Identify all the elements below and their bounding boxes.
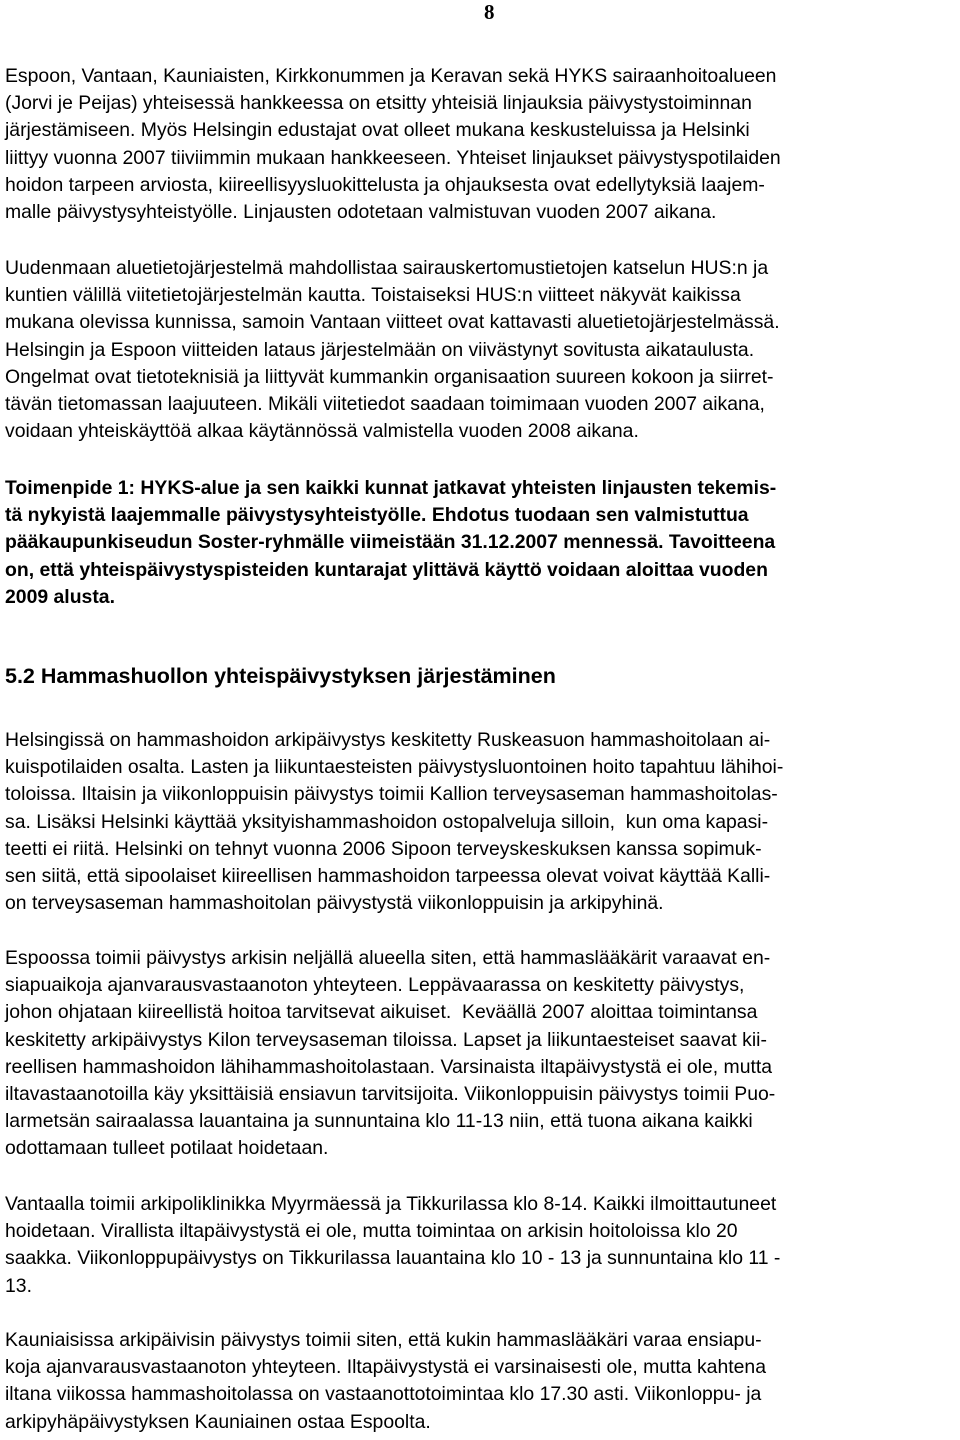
text-line: iltana viikossa hammashoitolassa on vastaanottotoimintaa klo 17.30 asti. Viikonloppu- ja xyxy=(5,1383,762,1406)
text-line: arkipyhäpäivystyksen Kauniainen ostaa Espoolta. xyxy=(5,1410,431,1433)
text-line: pääkaupunkiseudun Soster-ryhmälle viimeistään 31.12.2007 mennessä. Tavoitteena xyxy=(5,531,776,554)
text-line: kuntien välillä viitetietojärjestelmän kautta. Toistaiseksi HUS:n viitteet näkyvät kaikissa xyxy=(5,284,741,307)
text-line: voidaan yhteiskäyttöä alkaa käytännössä valmistella vuoden 2008 aikana. xyxy=(5,420,639,443)
text-line: malle päivystysyhteistyölle. Linjausten odotetaan valmistuvan vuoden 2007 aikana. xyxy=(5,200,717,223)
text-line: iltavastaanotoilla käy yksittäisiä ensiavun tarvitsijoita. Viikonloppuisin päivystys toimii Puo- xyxy=(5,1082,776,1105)
text-line: odottamaan tulleet potilaat hoidetaan. xyxy=(5,1137,329,1160)
paragraph-helsinki-hammashoito xyxy=(5,727,783,917)
text-line: Ongelmat ovat tietoteknisiä ja liittyvät kummankin organisaation suureen kokoon ja siirret- xyxy=(5,365,774,388)
text-line: Toimenpide 1: HYKS-alue ja sen kaikki kunnat jatkavat yhteisten linjausten tekemis- xyxy=(5,477,777,499)
text-line: saakka. Viikonloppupäivystys on Tikkurilassa lauantaina klo 10 - 13 ja sunnuntaina klo 11 - xyxy=(5,1247,781,1270)
text-line: Helsingissä on hammashoidon arkipäivystys keskitetty Ruskeasuon hammashoitolaan ai- xyxy=(5,729,771,751)
text-line: reellisen hammashoidon lähihammashoitolastaan. Varsinaista iltapäivystystä ei ole, mutta xyxy=(5,1055,773,1078)
text-line: kuispotilaiden osalta. Lasten ja liikuntaesteisten päivystysluontoinen hoito tapahtuu lähihoi- xyxy=(5,756,784,779)
paragraph-toimenpide-1 xyxy=(5,475,776,611)
text-line: liittyy vuonna 2007 tiiviimmin mukaan hankkeeseen. Yhteiset linjaukset päivystyspotilaiden xyxy=(5,146,781,169)
text-line: sen siitä, että sipoolaiset kiireellisen hammashoidon tarpeessa olevat voivat käyttää Kalli- xyxy=(5,864,771,887)
paragraph-aluetietojarjestelma xyxy=(5,255,780,445)
text-line: johon ohjataan kiireellistä hoitoa tarvitsevat aikuiset. Keväällä 2007 aloittaa toimintansa xyxy=(5,1001,758,1024)
text-line: 13. xyxy=(5,1274,32,1297)
text-line: Vantaalla toimii arkipoliklinikka Myyrmäessä ja Tikkurilassa klo 8-14. Kaikki ilmoittautuneet xyxy=(5,1193,777,1215)
paragraph-jorvi-peijas xyxy=(5,63,781,226)
text-line: Espoon, Vantaan, Kauniaisten, Kirkkonummen ja Keravan sekä HYKS sairaanhoitoalueen xyxy=(5,65,777,87)
text-line: järjestämiseen. Myös Helsingin edustajat ovat olleet mukana keskusteluissa ja Helsinki xyxy=(5,119,750,142)
paragraph-kauniainen-paivystys xyxy=(5,1327,766,1436)
text-line: koja ajanvarausvastaanoton yhteyteen. Iltapäivystystä ei varsinaisesti ole, mutta kahtena xyxy=(5,1356,766,1379)
text-line: Espoossa toimii päivystys arkisin neljällä alueella siten, että hammaslääkärit varaavat en- xyxy=(5,947,771,969)
text-line: Uudenmaan aluetietojärjestelmä mahdollistaa sairauskertomustietojen katselun HUS:n ja xyxy=(5,257,769,279)
text-line: (Jorvi je Peijas) yhteisessä hankkeessa on etsitty yhteisiä linjauksia päivystystoiminnan xyxy=(5,92,752,115)
text-line: keskitetty arkipäivystys Kilon terveysaseman tiloissa. Lapset ja liikuntaesteiset saavat kii- xyxy=(5,1028,767,1051)
page-number: 8 xyxy=(484,0,495,24)
paragraph-vantaa-paivystys xyxy=(5,1191,780,1300)
section-heading-5-2: 5.2 Hammashuollon yhteispäivystyksen järjestäminen xyxy=(5,664,556,688)
text-line: Kauniaisissa arkipäivisin päivystys toimii siten, että kukin hammaslääkäri varaa ensiapu- xyxy=(5,1329,762,1351)
text-line: hoidetaan. Virallista iltapäivystystä ei ole, mutta toimintaa on arkisin hoitoloissa klo 20 xyxy=(5,1220,738,1243)
text-line: hoidon tarpeen arviosta, kiireellisyysluokittelusta ja ohjauksesta ovat edellytyksiä laajem- xyxy=(5,173,765,196)
text-line: on terveysaseman hammashoitolan päivystystä viikonloppuisin ja arkipyhinä. xyxy=(5,892,664,915)
paragraph-espoo-paivystys xyxy=(5,945,775,1163)
text-line: tävän tietomassan laajuuteen. Mikäli viitetiedot saadaan toimimaan vuoden 2007 aikana, xyxy=(5,392,765,415)
text-line: sa. Lisäksi Helsinki käyttää yksityishammashoidon ostopalveluja silloin, kun oma kapasi- xyxy=(5,810,769,833)
text-line: tä nykyistä laajemmalle päivystysyhteistyölle. Ehdotus tuodaan sen valmistuttua xyxy=(5,504,749,527)
text-line: 2009 alusta. xyxy=(5,585,115,608)
text-line: on, että yhteispäivystyspisteiden kuntarajat ylittävä käyttö voidaan aloittaa vuoden xyxy=(5,558,768,581)
text-line: siapuaikoja ajanvarausvastaanoton yhteyteen. Leppävaarassa on keskitetty päivystys, xyxy=(5,974,745,997)
text-line: toloissa. Iltaisin ja viikonloppuisin päivystys toimii Kallion terveysaseman hammashoitolas- xyxy=(5,783,778,806)
text-line: larmetsän sairaalassa lauantaina ja sunnuntaina klo 11-13 niin, että tuona aikana kaikki xyxy=(5,1110,753,1133)
text-line: teetti ei riitä. Helsinki on tehnyt vuonna 2006 Sipoon terveyskeskuksen kanssa sopimuk- xyxy=(5,837,762,860)
text-line: Helsingin ja Espoon viitteiden lataus järjestelmään on viivästynyt sovitusta aikataulusta. xyxy=(5,338,755,361)
text-line: mukana olevissa kunnissa, samoin Vantaan viitteet ovat kattavasti aluetietojärjestelmässä. xyxy=(5,311,780,334)
